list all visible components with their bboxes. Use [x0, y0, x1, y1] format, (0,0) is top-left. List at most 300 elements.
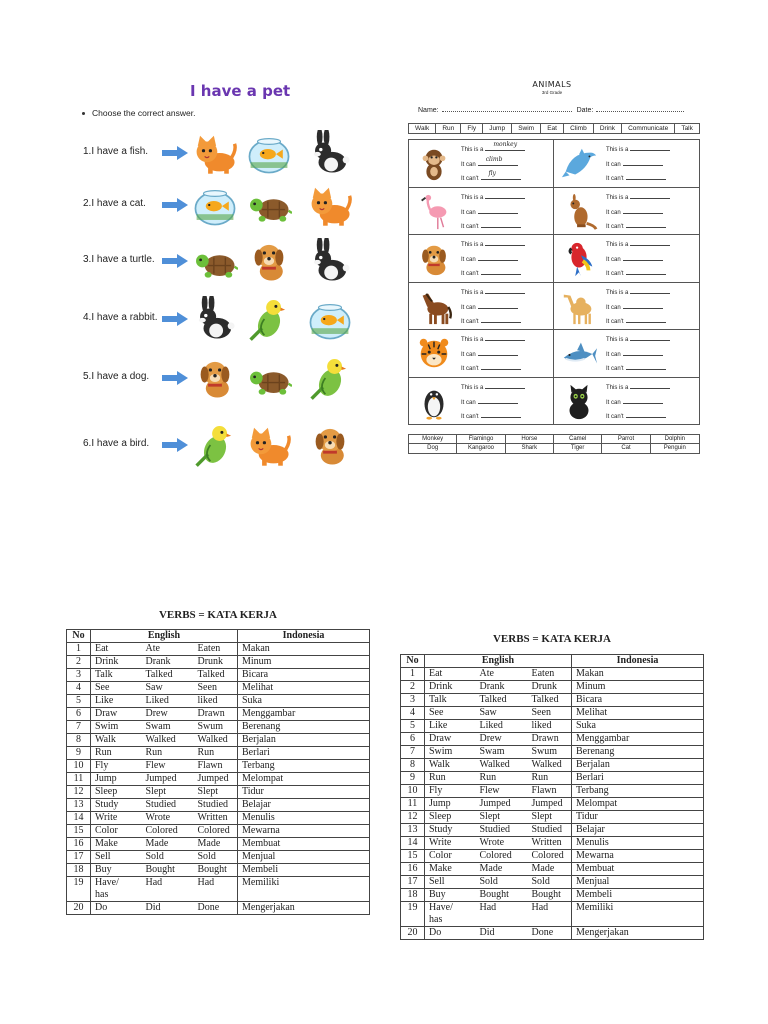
word-bank-item: Kangaroo — [457, 444, 505, 453]
word-bank-item: Shark — [506, 444, 554, 453]
turtle-picture-option[interactable] — [246, 182, 292, 228]
verb-indonesia: Belajar — [238, 799, 370, 812]
row-number: 11 — [401, 798, 425, 811]
verb-table-title: VERBS = KATA KERJA — [158, 609, 278, 621]
dolphin-picture — [560, 145, 598, 183]
verb-past-participle: liked — [194, 695, 238, 708]
word-bank-item: Dolphin — [651, 435, 699, 444]
table-row — [67, 851, 370, 864]
answer-line — [461, 239, 525, 248]
verb-table-title: VERBS = KATA KERJA — [492, 633, 612, 645]
answer-blank[interactable] — [626, 316, 666, 323]
verb-base: Drink — [91, 656, 142, 669]
verb-option: Swim — [512, 124, 541, 133]
verb-past: Did — [142, 902, 194, 915]
question-text: 1.I have a fish. — [83, 146, 149, 157]
verb-base: Run — [425, 772, 476, 785]
answer-blank[interactable] — [478, 207, 518, 214]
verb-past-participle: Written — [194, 812, 238, 825]
example-answer: fly — [488, 170, 496, 177]
answer-blank[interactable] — [485, 287, 525, 294]
answer-line-label: It can — [606, 399, 621, 406]
verb-option: Climb — [564, 124, 594, 133]
answer-blank[interactable] — [630, 287, 670, 294]
verb-indonesia: Berenang — [238, 721, 370, 734]
verb-past: Ate — [142, 643, 194, 656]
answer-blank[interactable] — [626, 173, 666, 180]
answer-line-label: This is a — [461, 147, 484, 153]
answer-line — [606, 302, 663, 311]
answer-blank[interactable] — [481, 363, 521, 370]
verb-past-participle: Written — [528, 837, 572, 850]
pet-worksheet-instruction — [82, 108, 195, 118]
verb-option: Jump — [483, 124, 512, 133]
verb-past-participle: Sold — [528, 876, 572, 889]
answer-blank[interactable] — [626, 221, 666, 228]
answer-blank[interactable] — [623, 254, 663, 261]
verb-past-participle: Swum — [528, 746, 572, 759]
verb-indonesia: Suka — [238, 695, 370, 708]
answer-blank[interactable] — [626, 268, 666, 275]
verb-base: Study — [91, 799, 142, 812]
verb-past-participle: Eaten — [194, 643, 238, 656]
verb-option: Drink — [594, 124, 622, 133]
question-row — [72, 128, 372, 178]
verb-past: Liked — [142, 695, 194, 708]
animal-cell — [409, 378, 554, 426]
verb-past-participle: Done — [194, 902, 238, 915]
row-number: 19 — [67, 877, 91, 902]
answer-blank[interactable] — [630, 239, 670, 246]
row-number: 14 — [401, 837, 425, 850]
verb-base: Talk — [425, 694, 476, 707]
bird-picture-option[interactable] — [307, 355, 353, 401]
bird-picture-option[interactable] — [192, 422, 238, 468]
verb-past: Talked — [142, 669, 194, 682]
answer-blank[interactable] — [623, 349, 663, 356]
answer-blank[interactable] — [481, 170, 521, 180]
verb-indonesia: Berjalan — [238, 734, 370, 747]
row-number: 15 — [401, 850, 425, 863]
animal-cell — [554, 378, 699, 426]
verb-past: Saw — [142, 682, 194, 695]
answer-line — [461, 254, 518, 263]
row-number: 17 — [401, 876, 425, 889]
verb-base: Make — [91, 838, 142, 851]
verb-past-participle: Seen — [194, 682, 238, 695]
cat-picture-option[interactable] — [192, 130, 238, 176]
verb-past: Studied — [476, 824, 528, 837]
verb-option: Communicate — [622, 124, 675, 133]
row-number: 8 — [67, 734, 91, 747]
answer-line — [606, 382, 670, 391]
verb-base: Write — [425, 837, 476, 850]
verb-past: Liked — [476, 720, 528, 733]
fishbowl-picture-option[interactable] — [307, 296, 353, 342]
answer-line-label: It can't — [606, 318, 624, 325]
rabbit-picture-option[interactable] — [307, 238, 353, 284]
row-number: 16 — [67, 838, 91, 851]
word-bank-item: Tiger — [554, 444, 602, 453]
answer-line — [461, 411, 521, 420]
answer-line-label: It can't — [461, 271, 479, 277]
animal-cell — [554, 188, 699, 236]
verb-options-bar — [408, 123, 700, 134]
rabbit-picture-option[interactable] — [307, 130, 353, 176]
verb-past: Flew — [476, 785, 528, 798]
verb-past: Did — [476, 927, 528, 940]
answer-line — [606, 254, 663, 263]
animal-cell — [554, 140, 699, 188]
row-number: 1 — [401, 668, 425, 681]
answer-line — [461, 268, 521, 277]
row-number: 3 — [401, 694, 425, 707]
verb-indonesia: Mewarna — [572, 850, 704, 863]
answer-line-label: This is a — [461, 242, 484, 248]
question-text: 3.I have a turtle. — [83, 254, 155, 265]
dog-picture-option[interactable] — [307, 422, 353, 468]
verb-base: Sell — [91, 851, 142, 864]
answer-blank[interactable] — [485, 382, 525, 389]
verb-indonesia: Membuat — [238, 838, 370, 851]
verb-past-participle: Slept — [528, 811, 572, 824]
verb-base: Have/ has — [91, 877, 142, 902]
verb-past-participle: Run — [528, 772, 572, 785]
verb-base: Draw — [91, 708, 142, 721]
verb-table — [400, 654, 704, 940]
arrow-right-icon — [162, 198, 188, 212]
arrow-right-icon — [162, 438, 188, 452]
row-number: 7 — [67, 721, 91, 734]
table-row — [67, 902, 370, 915]
verb-indonesia: Berjalan — [572, 759, 704, 772]
rabbit-picture-option[interactable] — [192, 296, 238, 342]
grade-label: 3rd Grade — [541, 90, 563, 95]
row-number: 20 — [67, 902, 91, 915]
instruction-text: Choose the correct answer. — [92, 108, 196, 118]
answer-blank[interactable] — [481, 316, 521, 323]
verb-past-participle: Eaten — [528, 668, 572, 681]
verb-base: Jump — [91, 773, 142, 786]
arrow-right-icon — [162, 146, 188, 160]
answer-blank[interactable] — [485, 141, 525, 151]
animal-cell — [409, 140, 554, 188]
verb-base: Do — [425, 927, 476, 940]
pet-worksheet — [72, 78, 372, 478]
turtle-picture-option[interactable] — [246, 355, 292, 401]
animal-cell — [409, 235, 554, 283]
answer-blank[interactable] — [478, 254, 518, 261]
answer-blank[interactable] — [481, 411, 521, 418]
answer-blank[interactable] — [630, 382, 670, 389]
word-bank — [408, 434, 700, 454]
fishbowl-picture-option[interactable] — [246, 130, 292, 176]
verb-past: Drank — [476, 681, 528, 694]
table-row — [401, 720, 704, 733]
verb-base: Like — [425, 720, 476, 733]
answer-blank[interactable] — [478, 302, 518, 309]
verb-indonesia: Minum — [238, 656, 370, 669]
row-number: 15 — [67, 825, 91, 838]
table-row — [401, 681, 704, 694]
answer-blank[interactable] — [626, 411, 666, 418]
monkey-picture — [415, 145, 453, 183]
verb-base: Write — [91, 812, 142, 825]
table-row — [401, 811, 704, 824]
table-row — [67, 682, 370, 695]
answer-line — [461, 156, 518, 168]
name-field[interactable] — [442, 105, 572, 112]
verb-base: Run — [91, 747, 142, 760]
parrot-picture — [560, 240, 598, 278]
answer-blank[interactable] — [630, 192, 670, 199]
verb-indonesia: Menjual — [238, 851, 370, 864]
table-row — [67, 669, 370, 682]
answer-line-label: It can't — [606, 176, 624, 182]
verb-past: Jumped — [142, 773, 194, 786]
animal-cell — [409, 188, 554, 236]
question-row — [72, 420, 372, 470]
answer-blank[interactable] — [623, 302, 663, 309]
example-answer: climb — [485, 156, 503, 163]
table-row — [67, 734, 370, 747]
verb-past-participle: Flawn — [194, 760, 238, 773]
answer-blank[interactable] — [626, 363, 666, 370]
row-number: 13 — [67, 799, 91, 812]
verb-past-participle: Drunk — [528, 681, 572, 694]
table-row — [401, 798, 704, 811]
verb-indonesia: Berlari — [572, 772, 704, 785]
verb-past: Had — [476, 902, 528, 927]
row-number: 9 — [67, 747, 91, 760]
animal-cell — [409, 283, 554, 331]
answer-line — [606, 144, 670, 153]
animals-worksheet-title: ANIMALS — [532, 80, 572, 89]
answer-line — [461, 316, 521, 325]
table-row — [67, 799, 370, 812]
table-row — [401, 837, 704, 850]
verb-past: Drew — [142, 708, 194, 721]
date-field[interactable] — [596, 105, 684, 112]
table-row — [401, 759, 704, 772]
header-no: No — [67, 630, 91, 643]
verb-past-participle: Had — [194, 877, 238, 902]
answer-blank[interactable] — [481, 221, 521, 228]
row-number: 4 — [401, 707, 425, 720]
verb-indonesia: Makan — [238, 643, 370, 656]
answer-blank[interactable] — [623, 159, 663, 166]
verb-past: Run — [142, 747, 194, 760]
answer-blank[interactable] — [478, 156, 518, 166]
verb-indonesia: Melihat — [572, 707, 704, 720]
answer-line — [461, 287, 525, 296]
verb-base: Walk — [91, 734, 142, 747]
question-text: 6.I have a bird. — [83, 438, 150, 449]
verb-past-participle: Flawn — [528, 785, 572, 798]
table-row — [401, 902, 704, 927]
table-row — [67, 812, 370, 825]
table-row — [67, 721, 370, 734]
verb-past: Walked — [142, 734, 194, 747]
answer-line-label: This is a — [461, 194, 484, 201]
answer-line — [606, 397, 663, 406]
verb-past-participle: Bought — [194, 864, 238, 877]
verb-past-participle: Walked — [528, 759, 572, 772]
verb-base: Jump — [425, 798, 476, 811]
table-row — [401, 850, 704, 863]
verb-base: Fly — [425, 785, 476, 798]
answer-line-label: This is a — [606, 194, 629, 201]
table-row — [401, 772, 704, 785]
verb-base: Swim — [425, 746, 476, 759]
name-date-line — [418, 105, 687, 114]
verb-indonesia: Mengerjakan — [572, 927, 704, 940]
cat-picture-option[interactable] — [307, 182, 353, 228]
table-row — [401, 668, 704, 681]
verb-indonesia: Menulis — [238, 812, 370, 825]
table-row — [67, 656, 370, 669]
verb-table-right — [400, 633, 704, 940]
verb-past: Run — [476, 772, 528, 785]
answer-line-label: It can't — [606, 271, 624, 277]
answer-line-label: This is a — [606, 289, 629, 296]
answer-line — [606, 287, 670, 296]
verb-base: Sleep — [91, 786, 142, 799]
verb-past-participle: Sold — [194, 851, 238, 864]
verb-indonesia: Melihat — [238, 682, 370, 695]
verb-base: Buy — [91, 864, 142, 877]
answer-line — [606, 411, 666, 420]
verb-indonesia: Membuat — [572, 863, 704, 876]
row-number: 17 — [67, 851, 91, 864]
row-number: 13 — [401, 824, 425, 837]
verb-past: Sold — [142, 851, 194, 864]
verb-past: Talked — [476, 694, 528, 707]
row-number: 2 — [401, 681, 425, 694]
answer-line-label: It can't — [461, 318, 479, 325]
verb-option: Walk — [409, 124, 436, 133]
word-bank-item: Parrot — [602, 435, 650, 444]
answer-line-label: It can — [461, 304, 476, 311]
answer-line-label: It can — [606, 162, 621, 168]
row-number: 5 — [401, 720, 425, 733]
answer-blank[interactable] — [485, 334, 525, 341]
row-number: 5 — [67, 695, 91, 708]
dog-picture-option[interactable] — [192, 355, 238, 401]
row-number: 18 — [401, 889, 425, 902]
verb-indonesia: Menulis — [572, 837, 704, 850]
verb-base: Fly — [91, 760, 142, 773]
verb-past-participle: Jumped — [194, 773, 238, 786]
answer-line — [606, 349, 663, 358]
verb-past-participle: Had — [528, 902, 572, 927]
question-row — [72, 236, 372, 286]
verb-indonesia: Bicara — [238, 669, 370, 682]
row-number: 19 — [401, 902, 425, 927]
answer-line — [461, 382, 525, 391]
bird-picture-option[interactable] — [246, 296, 292, 342]
answer-line — [606, 239, 670, 248]
answer-blank[interactable] — [481, 268, 521, 275]
answer-blank[interactable] — [478, 349, 518, 356]
dog-picture — [415, 240, 453, 278]
word-bank-item: Camel — [554, 435, 602, 444]
answer-line-label: This is a — [606, 384, 629, 391]
verb-indonesia: Membeli — [572, 889, 704, 902]
row-number: 1 — [67, 643, 91, 656]
answer-blank[interactable] — [485, 239, 525, 246]
table-row — [401, 694, 704, 707]
verb-past: Made — [142, 838, 194, 851]
answer-line — [606, 207, 663, 216]
answer-line-label: It can't — [461, 223, 479, 230]
cat-picture-option[interactable] — [246, 422, 292, 468]
verb-past-participle: Talked — [528, 694, 572, 707]
answer-line-label: It can't — [606, 223, 624, 230]
row-number: 20 — [401, 927, 425, 940]
camel-picture — [560, 288, 598, 326]
dog-picture-option[interactable] — [246, 238, 292, 284]
verb-past: Ate — [476, 668, 528, 681]
table-row — [67, 643, 370, 656]
answer-blank[interactable] — [630, 144, 670, 151]
answer-line — [606, 334, 670, 343]
table-row — [67, 708, 370, 721]
turtle-picture-option[interactable] — [192, 238, 238, 284]
verb-past: Had — [142, 877, 194, 902]
fishbowl-picture-option[interactable] — [192, 182, 238, 228]
row-number: 12 — [401, 811, 425, 824]
verb-indonesia: Menggambar — [572, 733, 704, 746]
cat-picture — [560, 383, 598, 421]
verb-past-participle: Drawn — [194, 708, 238, 721]
verb-past: Sold — [476, 876, 528, 889]
answer-line — [461, 397, 518, 406]
row-number: 14 — [67, 812, 91, 825]
verb-past: Flew — [142, 760, 194, 773]
table-row — [67, 760, 370, 773]
verb-table — [66, 629, 370, 915]
answer-line-label: This is a — [461, 384, 484, 391]
answer-blank[interactable] — [485, 192, 525, 199]
verb-past-participle: Swum — [194, 721, 238, 734]
table-row — [401, 889, 704, 902]
header-indonesia: Indonesia — [238, 630, 370, 643]
verb-indonesia: Minum — [572, 681, 704, 694]
answer-blank[interactable] — [478, 397, 518, 404]
answer-line-label: It can — [461, 257, 476, 263]
date-label: Date: — [576, 107, 594, 114]
verb-past-participle: Done — [528, 927, 572, 940]
row-number: 18 — [67, 864, 91, 877]
verb-base: Color — [91, 825, 142, 838]
table-row — [67, 838, 370, 851]
answer-line — [606, 316, 666, 325]
row-number: 3 — [67, 669, 91, 682]
question-row — [72, 180, 372, 230]
answer-blank[interactable] — [623, 397, 663, 404]
answer-blank[interactable] — [623, 207, 663, 214]
answer-line-label: It can — [461, 209, 476, 216]
answer-blank[interactable] — [630, 334, 670, 341]
word-bank-item: Penguin — [663, 445, 686, 451]
verb-past-participle: Colored — [194, 825, 238, 838]
verb-past: Drew — [476, 733, 528, 746]
word-bank-item: Horse — [506, 435, 554, 444]
verb-past-participle: Seen — [528, 707, 572, 720]
verb-base: Drink — [425, 681, 476, 694]
row-number: 4 — [67, 682, 91, 695]
